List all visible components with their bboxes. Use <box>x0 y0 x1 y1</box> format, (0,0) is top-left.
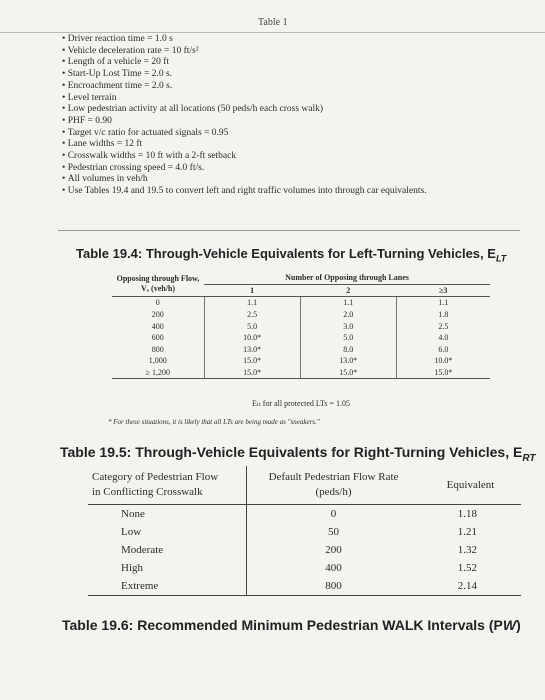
flow-cell: 200 <box>151 310 164 320</box>
flow-cell: 600 <box>151 333 164 343</box>
assumption-item: • Driver reaction time = 1.0 s <box>62 34 427 46</box>
rate-cell: 200 <box>247 541 421 559</box>
rate-cell: 800 <box>247 577 421 596</box>
equivalent-cell: 2.14 <box>420 577 521 596</box>
category-cell: High <box>121 562 143 574</box>
table-header-row <box>88 466 521 505</box>
rate-cell: 50 <box>247 523 421 541</box>
value-cell: 10.0* <box>396 355 490 367</box>
value-cell: 4.0 <box>396 332 490 344</box>
value-cell: 15.0* <box>204 367 300 379</box>
value-cell: 1.1 <box>204 297 300 309</box>
assumptions-list <box>62 34 427 198</box>
lane-number: 2 <box>300 284 396 297</box>
table-19-4 <box>112 272 490 379</box>
table-row <box>112 332 490 344</box>
value-cell: 15.0* <box>300 367 396 379</box>
value-cell: 5.0 <box>300 332 396 344</box>
assumption-item: • Vehicle deceleration rate = 10 ft/s² <box>62 46 427 58</box>
equivalent-cell: 1.52 <box>457 562 477 574</box>
table-row <box>88 577 521 596</box>
table-19-4-title: Table 19.4: Through-Vehicle Equivalents for Left-Turning Vehicles, $E_{LT}$ <box>76 246 507 264</box>
category-cell: Moderate <box>121 544 164 556</box>
assumption-item: • Low pedestrian activity at all locations (50 peds/h each cross walk) <box>62 104 427 116</box>
table-19-5-title: Table 19.5: Through-Vehicle Equivalents for Right-Turning Vehicles, $E_{RT}$ <box>60 444 536 464</box>
assumption-item: • All volumes in veh/h <box>62 174 427 186</box>
value-cell: 2.0 <box>300 309 396 321</box>
table-19-4-note: * For these situations, it is likely that all LTs are being made as "sneakers." <box>108 418 320 426</box>
assumption-item: • Lane widths = 12 ft <box>62 139 427 151</box>
table-19-6-title: Table 19.6: Recommended Minimum Pedestrian WALK Intervals (PW) <box>62 617 521 633</box>
flow-cell: 400 <box>151 321 164 331</box>
equivalent-header: Equivalent <box>420 466 521 505</box>
value-cell: 1.1 <box>396 297 490 309</box>
section-divider <box>58 230 520 231</box>
value-cell: 8.0 <box>300 344 396 356</box>
flow-cell: 0 <box>155 298 160 308</box>
value-cell: 1.8 <box>396 309 490 321</box>
table-row <box>112 367 490 379</box>
table-19-4-footer: Eₗₜ for all protected LTs = 1.05 <box>252 399 350 408</box>
value-cell: 2.5 <box>204 309 300 321</box>
rate-cell: 400 <box>247 559 421 577</box>
equivalent-cell: 1.18 <box>457 508 477 520</box>
table-row <box>88 505 521 524</box>
lane-number: 1 <box>204 284 300 297</box>
value-cell: 15.0* <box>396 367 490 379</box>
table-row <box>88 559 521 577</box>
value-cell: 15.0* <box>204 355 300 367</box>
rate-cell: 0 <box>247 505 421 524</box>
flow-rate-header: Default Pedestrian Flow Rate (peds/h) <box>247 466 421 505</box>
table-row <box>112 355 490 367</box>
assumption-item: • Encroachment time = 2.0 s. <box>62 81 427 93</box>
equivalent-cell: 1.21 <box>457 526 477 538</box>
opposing-flow-header: Opposing through Flow, Vₒ (veh/h) <box>112 272 204 297</box>
assumption-item: • Pedestrian crossing speed = 4.0 ft/s. <box>62 163 427 175</box>
flow-cell: 800 <box>151 344 164 354</box>
assumption-item: • Target v/c ratio for actuated signals = 0.95 <box>62 128 427 140</box>
lane-number: ≥3 <box>396 284 490 297</box>
table-row <box>112 344 490 356</box>
page-header-title: Table 1 <box>258 17 288 28</box>
category-header: Category of Pedestrian Flow in Conflicting Crosswalk <box>88 466 247 505</box>
assumption-item: • Start-Up Lost Time = 2.0 s. <box>62 69 427 81</box>
assumption-item: • Length of a vehicle = 20 ft <box>62 57 427 69</box>
table-row <box>112 320 490 332</box>
assumption-item: • PHF = 0.90 <box>62 116 427 128</box>
value-cell: 13.0* <box>204 344 300 356</box>
category-cell: Low <box>121 526 142 538</box>
flow-cell: ≥ 1,200 <box>112 367 204 379</box>
assumption-item: • Crosswalk widths = 10 ft with a 2-ft setback <box>62 151 427 163</box>
assumption-item: • Use Tables 19.4 and 19.5 to convert left and right traffic volumes into through car equivalents. <box>62 186 427 198</box>
table-header-row <box>112 272 490 284</box>
value-cell: 13.0* <box>300 355 396 367</box>
table-row <box>88 523 521 541</box>
table-row <box>88 541 521 559</box>
page-header <box>0 0 545 33</box>
flow-cell: 1,000 <box>148 356 167 366</box>
value-cell: 1.1 <box>300 297 396 309</box>
value-cell: 3.0 <box>300 320 396 332</box>
table-row <box>112 297 490 309</box>
table-row <box>112 309 490 321</box>
value-cell: 5.0 <box>204 320 300 332</box>
assumption-item: • Level terrain <box>62 93 427 105</box>
category-cell: Extreme <box>88 577 247 596</box>
category-cell: None <box>121 508 145 520</box>
table-19-5 <box>88 466 521 596</box>
value-cell: 6.0 <box>396 344 490 356</box>
value-cell: 10.0* <box>204 332 300 344</box>
value-cell: 2.5 <box>396 320 490 332</box>
lanes-header: Number of Opposing through Lanes <box>204 272 490 284</box>
equivalent-cell: 1.32 <box>457 544 477 556</box>
